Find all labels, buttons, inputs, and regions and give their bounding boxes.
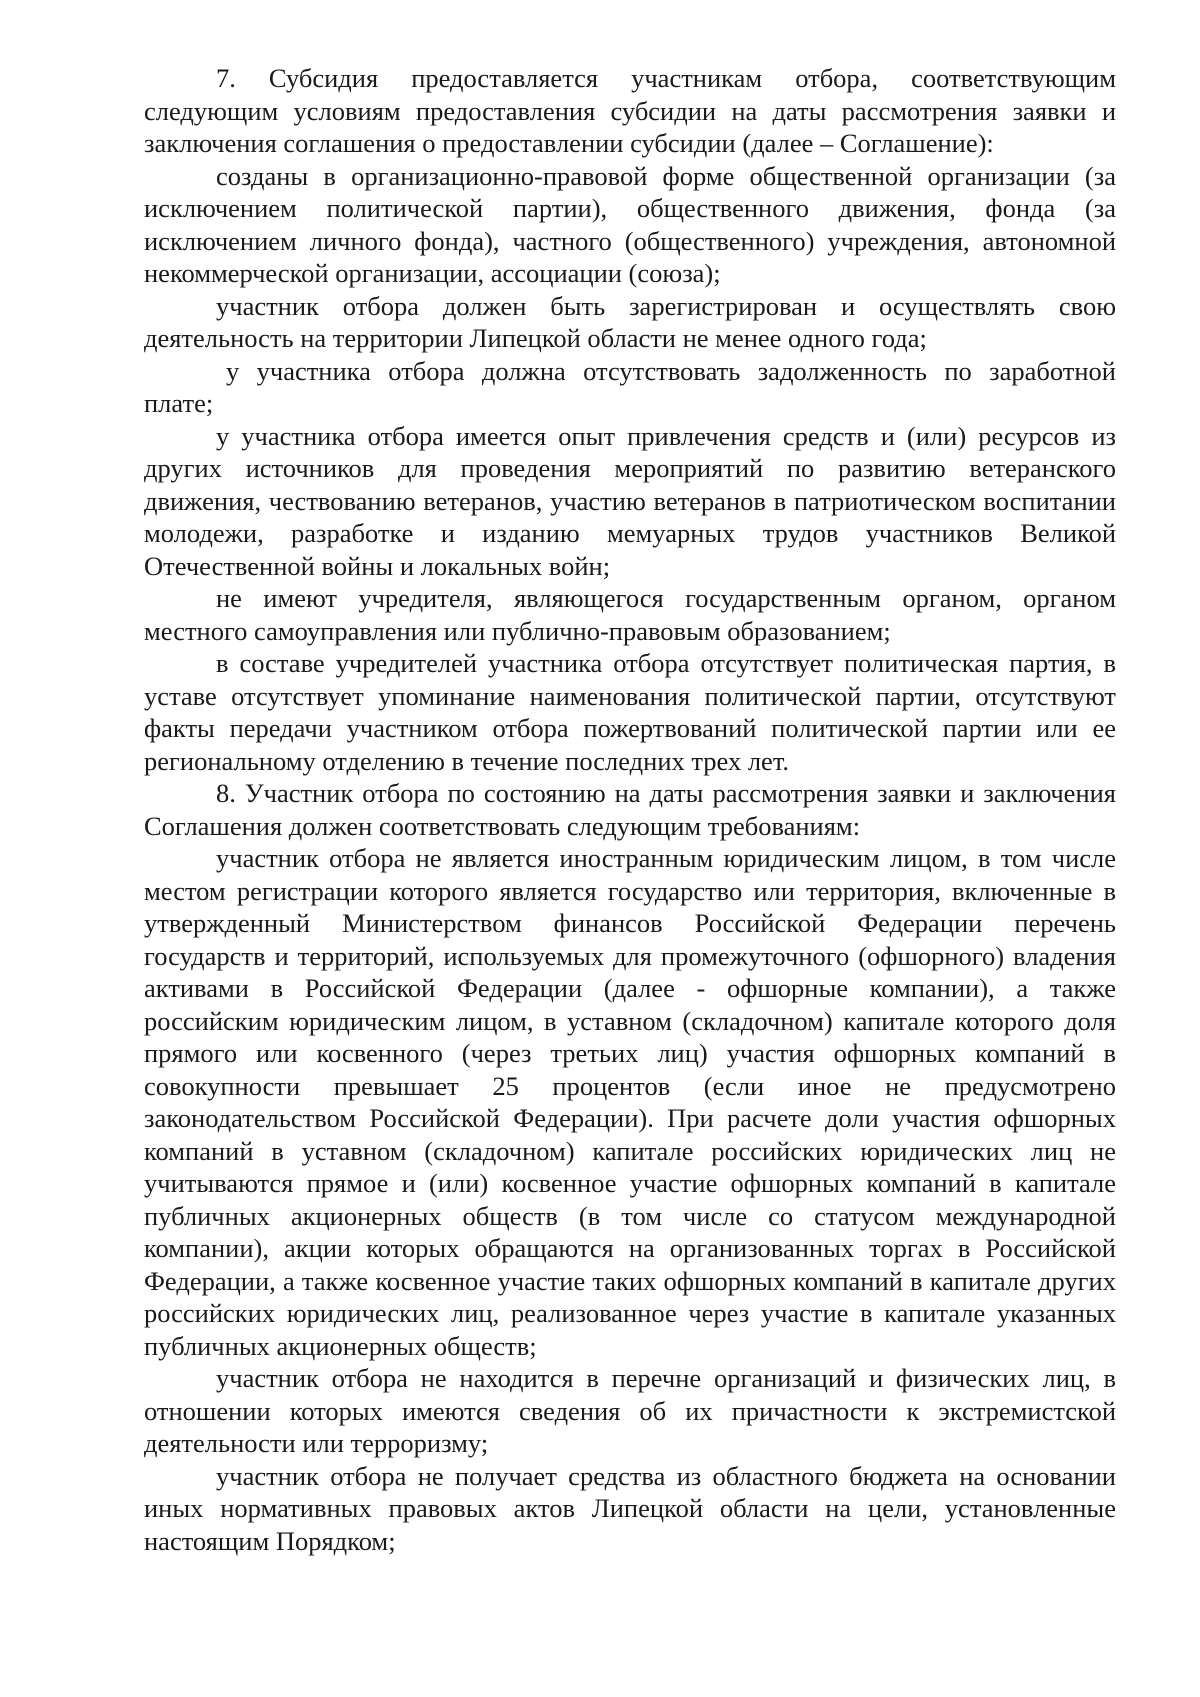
paragraph-wage-debt: у участника отбора должна отсутствовать задолженность по заработной плате; [144, 355, 1116, 418]
paragraph-political-party: в составе учредителей участника отбора отсутствует политическая партия, в уставе отсутствует упоминание наименования политической партии, отсутствуют факты передачи участником отбора пожертвований политической партии или ее региональному отделению в течение последних трех лет. [144, 648, 1116, 776]
paragraph-extremism: участник отбора не находится в перечне организаций и физических лиц, в отношении которых имеются сведения об их причастности к экстремистской деятельности или терроризму; [144, 1363, 1116, 1458]
paragraph-7-conditions: 7. Субсидия предоставляется участникам отбора, соответствующим следующим условиям предоставления субсидии на даты рассмотрения заявки и заключения соглашения о предоставлении субсидии (далее – Соглашение): [144, 63, 1116, 158]
paragraph-8-requirements: 8. Участник отбора по состоянию на даты рассмотрения заявки и заключения Соглашения должен соответствовать следующим требованиям: [144, 778, 1116, 841]
paragraph-founder: не имеют учредителя, являющегося государственным органом, органом местного самоуправления или публично-правовым образованием; [144, 583, 1116, 646]
document-page [144, 62, 1116, 1557]
paragraph-registration: участник отбора должен быть зарегистрирован и осуществлять свою деятельность на территории Липецкой области не менее одного года; [144, 290, 1116, 353]
paragraph-offshore: участник отбора не является иностранным юридическим лицом, в том числе местом регистрации которого является государство или территория, включенные в утвержденный Министерством финансов Российской Федерации перечень государств и территорий, используемых для промежуточного (офшорного) владения активами в Российской Федерации (далее - офшорные компании), а также российским юридическим лицом, в уставном (складочном) капитале которого доля прямого или косвенного (через третьих лиц) участия офшорных компаний в совокупности превышает 25 процентов (если иное не предусмотрено законодательством Российской Федерации). При расчете доли участия офшорных компаний в уставном (складочном) капитале российских юридических лиц не учитываются прямое и (или) косвенное участие офшорных компаний в капитале публичных акционерных обществ (в том числе со статусом международной компании), акции которых обращаются на организованных торгах в Российской Федерации, а также косвенное участие таких офшорных компаний в капитале других российских юридических лиц, реализованное через участие в капитале указанных публичных акционерных обществ; [144, 843, 1116, 1361]
paragraph-org-form: созданы в организационно-правовой форме общественной организации (за исключением политической партии), общественного движения, фонда (за исключением личного фонда), частного (общественного) учреждения, автономной некоммерческой организации, ассоциации (союза); [144, 160, 1116, 288]
paragraph-experience: у участника отбора имеется опыт привлечения средств и (или) ресурсов из других источников для проведения мероприятий по развитию ветеранского движения, чествованию ветеранов, участию ветеранов в патриотическом воспитании молодежи, разработке и изданию мемуарных трудов участников Великой Отечественной войны и локальных войн; [144, 420, 1116, 581]
paragraph-budget-funds: участник отбора не получает средства из областного бюджета на основании иных нормативных правовых актов Липецкой области на цели, установленные настоящим Порядком; [144, 1460, 1116, 1556]
